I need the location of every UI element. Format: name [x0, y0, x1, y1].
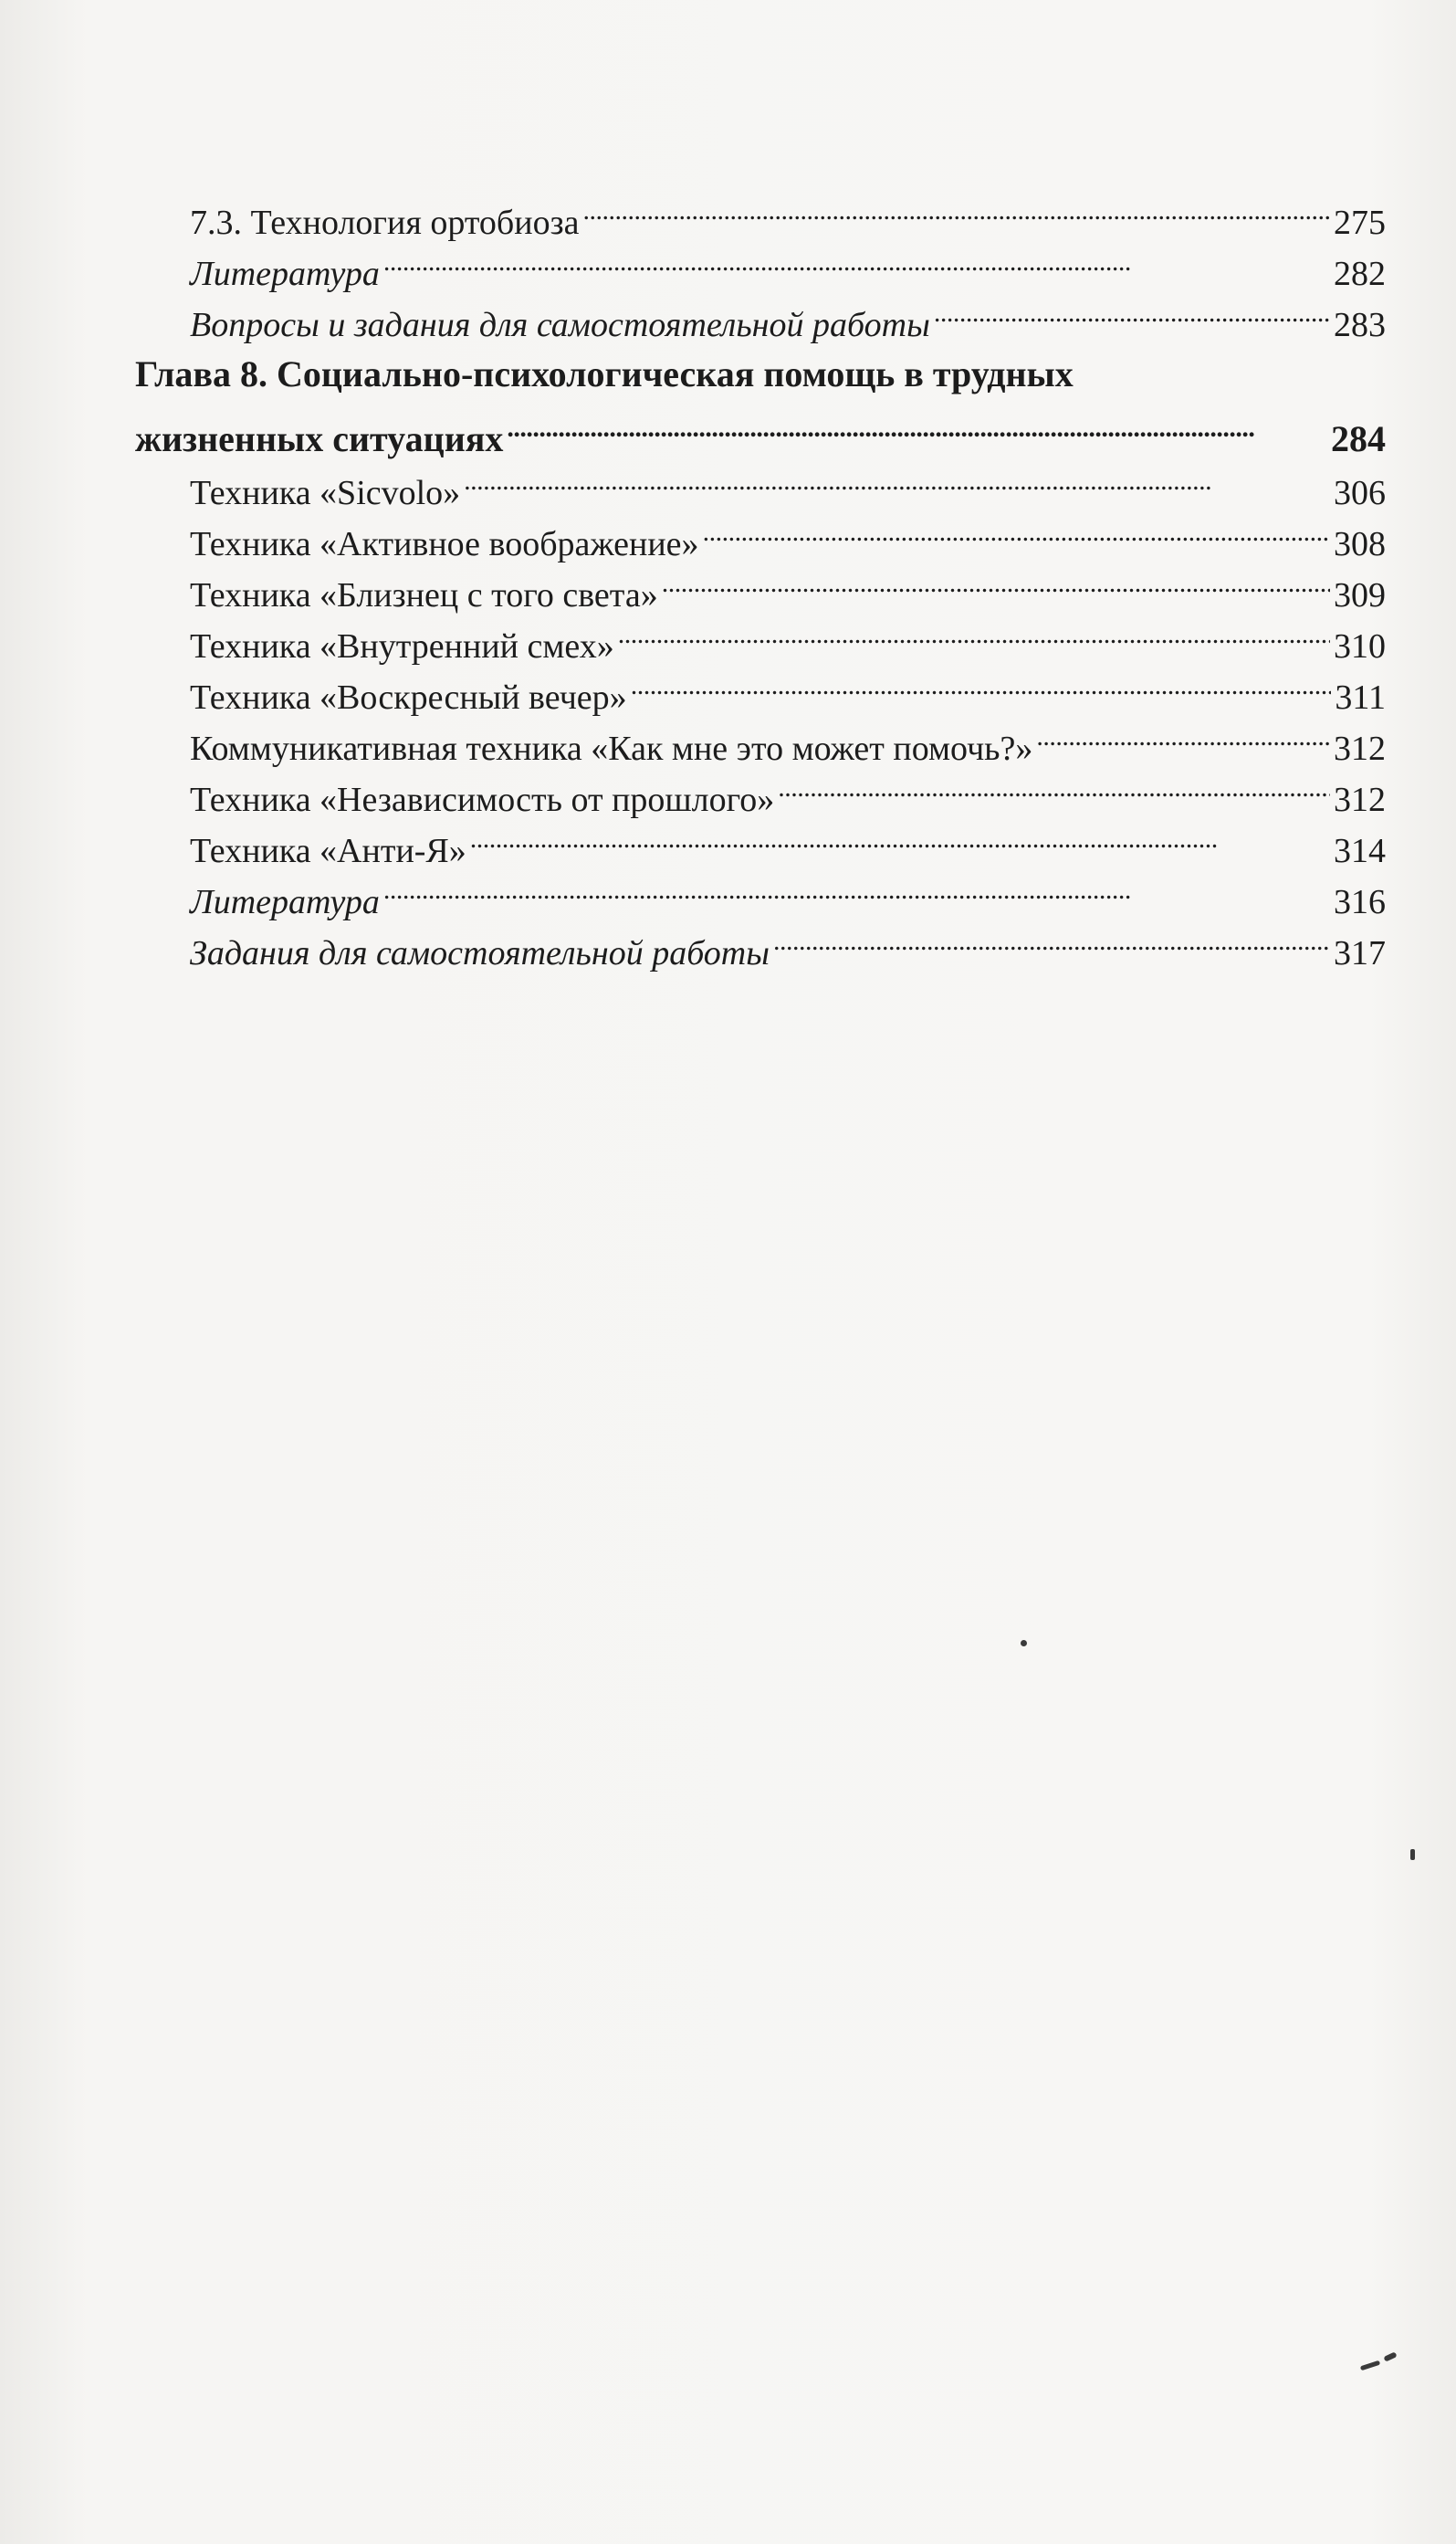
chapter-title-line1: Глава 8. Социально-психологическая помощь в трудных	[135, 353, 1074, 394]
dot-leader	[464, 453, 1330, 504]
toc-entry	[135, 183, 1386, 242]
dot-leader	[470, 811, 1330, 862]
toc-entry-page: 311	[1335, 678, 1386, 717]
dot-leader	[773, 913, 1330, 964]
scan-speck	[1383, 2351, 1397, 2361]
toc-entry-page: 309	[1334, 576, 1386, 615]
toc-entry-page: 282	[1334, 255, 1386, 293]
chapter-title-row	[135, 400, 1386, 459]
toc-entry-title: 7.3. Технология ортобиоза	[190, 204, 580, 242]
scan-speck	[1360, 2360, 1380, 2371]
chapter-title-line2: жизненных ситуациях	[135, 418, 504, 459]
toc-entry-title: Техника «Анти-Я»	[190, 832, 466, 870]
toc-entry-page: 312	[1334, 781, 1386, 819]
scan-speck	[1410, 1849, 1415, 1860]
toc-entry-title: Коммуникативная техника «Как мне это может помочь?»	[190, 730, 1033, 768]
dot-leader	[383, 234, 1330, 285]
scan-speck	[1021, 1640, 1027, 1646]
toc-entry-page: 317	[1334, 934, 1386, 972]
toc-entry-page: 316	[1334, 883, 1386, 921]
dot-leader	[618, 606, 1330, 657]
toc-entry-page: 310	[1334, 627, 1386, 666]
toc-entry-title: Литература	[190, 255, 380, 293]
toc-entry-title: Техника «Близнец с того света»	[190, 576, 658, 615]
toc-entry-title: Техника «Воскресный вечер»	[190, 678, 627, 717]
toc-entry-title: Литература	[190, 883, 380, 921]
dot-leader	[934, 285, 1330, 336]
toc-entry-title: Техника «Активное воображение»	[190, 525, 699, 563]
dot-leader	[507, 400, 1327, 451]
dot-leader	[582, 183, 1330, 234]
toc-entry-page: 275	[1334, 204, 1386, 242]
toc-entry-title: Техника «Внутренний смех»	[190, 627, 614, 666]
toc-entry-page: 312	[1334, 730, 1386, 768]
dot-leader	[662, 555, 1330, 606]
dot-leader	[383, 862, 1330, 913]
toc-entry-title: Техника «Sicvolo»	[190, 474, 461, 512]
toc-entry-page: 308	[1334, 525, 1386, 563]
dot-leader	[1036, 709, 1330, 760]
toc-entry-page: 306	[1334, 474, 1386, 512]
table-of-contents	[135, 183, 1386, 972]
dot-leader	[703, 504, 1330, 555]
dot-leader	[778, 760, 1330, 811]
toc-entry-page: 283	[1334, 306, 1386, 344]
toc-entry-title: Техника «Независимость от прошлого»	[190, 781, 775, 819]
toc-entry-page: 314	[1334, 832, 1386, 870]
chapter-page: 284	[1331, 418, 1386, 459]
toc-entry-title: Вопросы и задания для самостоятельной работы	[190, 306, 930, 344]
chapter-heading	[135, 349, 1386, 459]
dot-leader	[631, 657, 1332, 709]
toc-entry-title: Задания для самостоятельной работы	[190, 934, 770, 972]
